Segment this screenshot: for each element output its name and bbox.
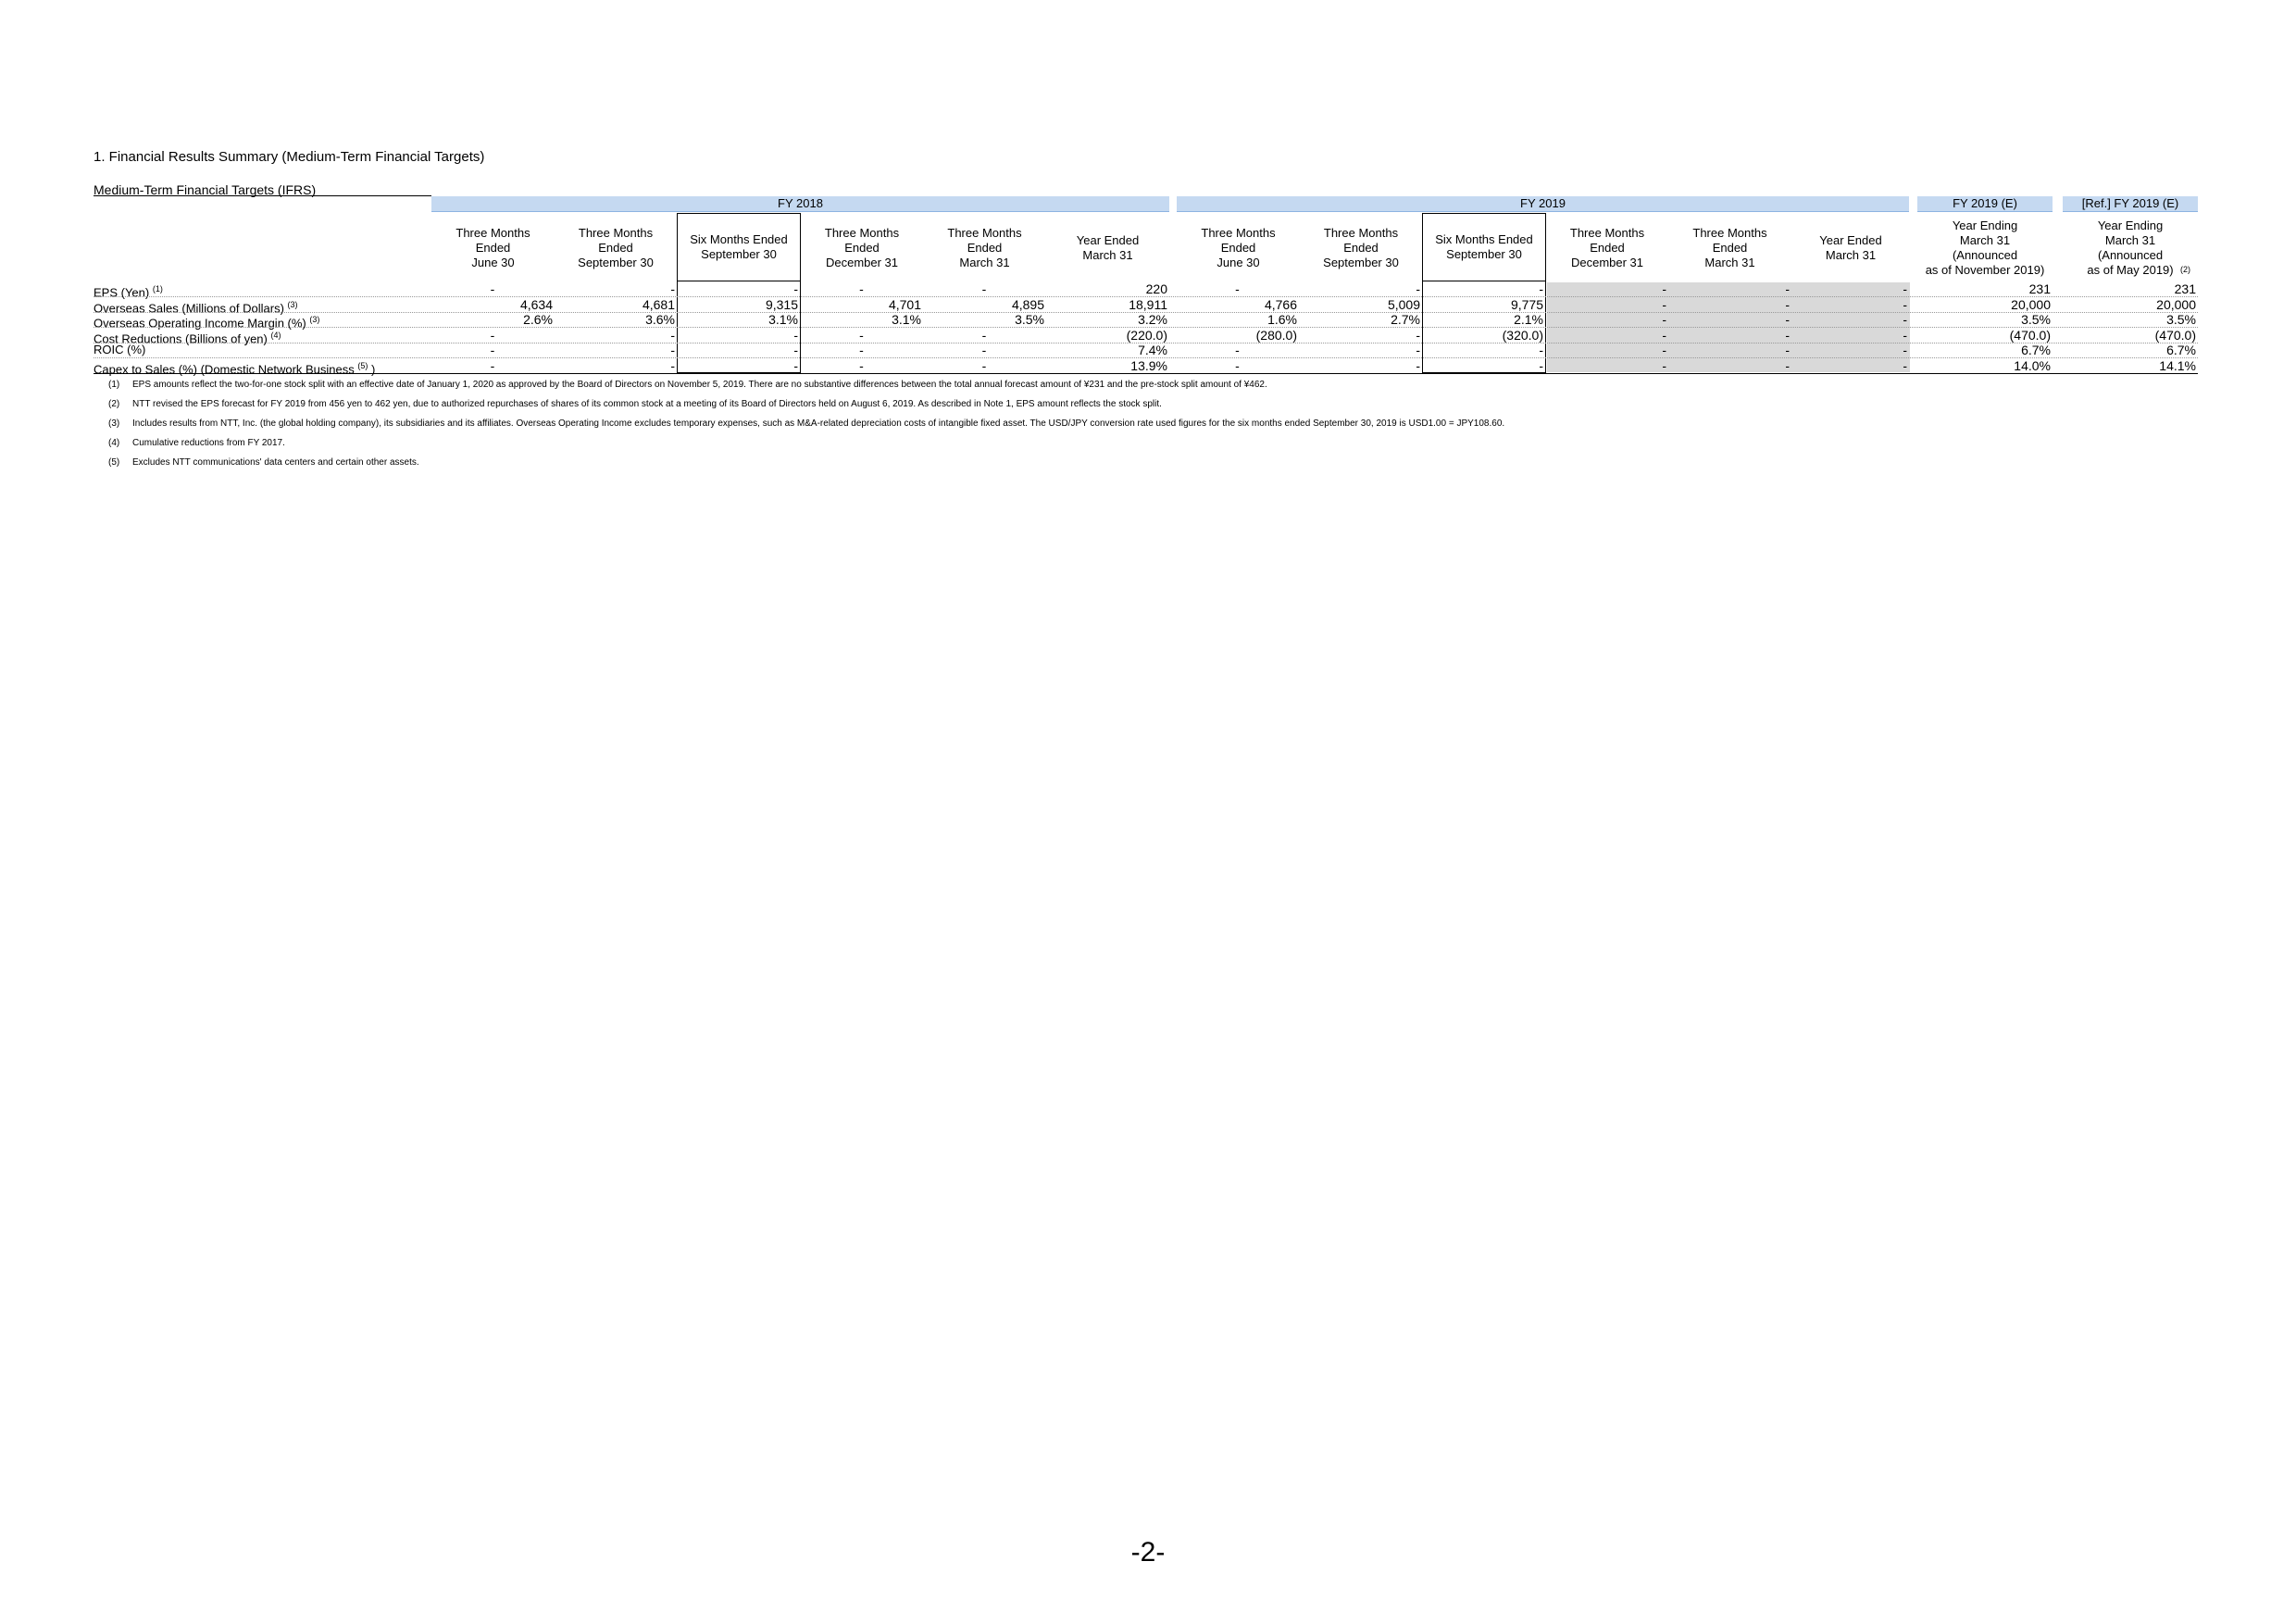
row-label-note-ref: (3) [287,299,298,309]
page-title: 1. Financial Results Summary (Medium-Term Financial Targets) [94,149,485,165]
table-cell: - [1235,343,1240,357]
column-header: Year Ended March 31 [1819,232,1882,262]
table-cell: - [1416,357,1420,373]
table-cell: 3.5% [2166,312,2196,327]
row-label-text: Cost Reductions (Billions of yen) [94,331,268,345]
table-cell: 6.7% [2166,343,2196,357]
column-header [2063,213,2198,282]
table-cell: 7.4% [1138,343,1167,357]
column-header-note-ref: (2) [2180,265,2190,274]
table-cell: - [793,357,798,373]
table-cell: (470.0) [2009,327,2051,343]
table-cell: - [1785,312,1790,327]
table-cell: - [490,327,495,343]
table-cell: - [1785,327,1790,343]
footnote [108,399,1162,410]
column-header: Three Months Ended March 31 [1692,225,1767,269]
table-cell: (280.0) [1255,327,1297,343]
column-header: Three Months Ended December 31 [824,225,900,269]
table-cell: - [1539,281,1543,296]
table-cell: - [981,357,987,373]
column-header: Year Ending March 31 (Announced as of November 2019) [1925,218,2045,277]
footnote-number: (3) [108,418,120,429]
table-cell: 3.1% [892,312,921,327]
table-cell: - [981,281,987,296]
row-label-note-ref: (3) [309,315,320,324]
table-cell: - [1416,327,1420,343]
table-cell: - [490,281,495,296]
footnote [108,438,285,449]
table-cell: - [859,281,864,296]
footnote [108,380,1267,391]
column-header: Three Months Ended September 30 [1323,225,1399,269]
table-cell: - [1662,327,1666,343]
column-header: Three Months Ended June 30 [455,225,530,269]
row-label-note-ref: (1) [152,284,163,294]
table-cell: - [859,343,864,357]
table-cell: - [1903,312,1907,327]
table-cell: (320.0) [1502,327,1543,343]
group-header-fy2019-estimate: FY 2019 (E) [1917,196,2053,212]
row-label-text: ROIC (%) [94,343,146,356]
row-label [94,343,145,357]
footnote-text: Cumulative reductions from FY 2017. [132,438,285,448]
table-cell: 2.6% [523,312,553,327]
column-header: Three Months Ended March 31 [947,225,1022,269]
table-cell: 231 [2174,281,2196,296]
table-cell: - [1903,296,1907,312]
table-cell: 4,766 [1264,296,1297,312]
column-header: Six Months Ended September 30 [677,213,801,281]
row-label-note-ref: (4) [270,330,281,340]
group-header-ref-fy2019-estimate: [Ref.] FY 2019 (E) [2063,196,2198,212]
row-label-text: Overseas Sales (Millions of Dollars) [94,300,284,315]
table-cell: - [1903,343,1907,357]
title-underline [94,195,431,196]
table-cell: 2.1% [1514,312,1543,327]
table-cell: - [859,327,864,343]
table-cell: - [1903,281,1907,296]
table-cell: - [1903,357,1907,373]
table-cell: - [1235,357,1240,373]
table-cell: 13.9% [1130,357,1167,373]
table-cell: - [981,327,987,343]
column-header: Three Months Ended June 30 [1201,225,1276,269]
row-label-suffix: ) [368,361,376,376]
table-cell: 3.5% [2021,312,2051,327]
row-label-note-ref: (5) [357,360,368,370]
footnote-text: NTT revised the EPS forecast for FY 2019 from 456 yen to 462 yen, due to authorized repurchases of shares of its common stock at a meeting of its Board of Directors held on August 6, 2019. As described in Note 1, EPS amount reflects the stock split. [132,399,1162,409]
table-cell: 5,009 [1387,296,1420,312]
table-cell: 231 [2028,281,2051,296]
footnote-text: Includes results from NTT, Inc. (the global holding company), its subsidiaries and its affiliates. Overseas Operating Income excludes temporary expenses, such as M&A-related depreciation costs of intangible fixed asset. The USD/JPY conversion rate used figures for the six months ended September 30, 2019 is USD1.00 = JPY108.60. [132,418,1505,429]
footnote-number: (2) [108,399,120,409]
table-cell: - [670,281,675,296]
table-cell: - [859,357,864,373]
table-title: Medium-Term Financial Targets (IFRS) [94,182,317,197]
table-cell: 20,000 [2156,296,2196,312]
group-header-fy2019: FY 2019 [1177,196,1909,212]
table-cell: 6.7% [2021,343,2051,357]
column-header: Three Months Ended September 30 [578,225,654,269]
footnote [108,457,419,468]
table-cell: 14.0% [2014,357,2051,373]
table-cell: - [793,327,798,343]
footnote [108,418,1504,430]
table-cell: - [1539,343,1543,357]
table-cell: - [1539,357,1543,373]
table-cell: 4,634 [519,296,553,312]
table-cell: 220 [1145,281,1167,296]
table-cell: - [490,343,495,357]
row-divider [94,373,2198,374]
footnote-text: EPS amounts reflect the two-for-one stock split with an effective date of January 1, 2020 as approved by the Board of Directors on November 5, 2019. There are no substantive differences between the total annual forecast amount of ¥231 and the pre-stock split amount of ¥462. [132,380,1267,390]
table-cell: 14.1% [2159,357,2196,373]
page-number: -2- [1130,1537,1166,1568]
table-cell: - [1662,296,1666,312]
column-header: Year Ended March 31 [1076,232,1140,262]
table-cell: 3.1% [768,312,798,327]
table-cell: 20,000 [2011,296,2051,312]
row-label [94,358,375,377]
table-cell: - [1785,281,1790,296]
table-cell: - [1903,327,1907,343]
table-cell: - [1662,357,1666,373]
table-cell: 2.7% [1391,312,1420,327]
table-cell: 9,775 [1510,296,1543,312]
footnote-number: (1) [108,380,120,390]
column-header: Three Months Ended December 31 [1569,225,1645,269]
table-cell: - [1416,281,1420,296]
row-label-text: Capex to Sales (%) (Domestic Network Business [94,361,355,376]
table-cell: (470.0) [2154,327,2196,343]
table-cell: - [1662,281,1666,296]
footnote-number: (4) [108,438,120,448]
column-header-label: Year Ending March 31 (Announced as of May 2019) [2087,218,2174,277]
row-label-text: EPS (Yen) [94,285,150,300]
column-header: Six Months Ended September 30 [1422,213,1546,281]
table-cell: 3.5% [1015,312,1044,327]
group-header-fy2018: FY 2018 [431,196,1169,212]
table-cell: - [981,343,987,357]
table-cell: 4,701 [888,296,921,312]
table-cell: - [670,357,675,373]
table-cell: 18,911 [1129,296,1167,312]
table-cell: 3.2% [1138,312,1167,327]
table-cell: - [793,343,798,357]
table-cell: - [1416,343,1420,357]
table-cell: - [793,281,798,296]
table-cell: - [1785,357,1790,373]
table-cell: 4,681 [642,296,675,312]
table-cell: 1.6% [1267,312,1297,327]
table-cell: - [1785,296,1790,312]
table-cell: - [1235,281,1240,296]
table-cell: (220.0) [1126,327,1167,343]
table-cell: 9,315 [765,296,798,312]
table-cell: 4,895 [1011,296,1044,312]
table-cell: 3.6% [645,312,675,327]
table-cell: - [670,327,675,343]
table-cell: - [490,357,495,373]
footnote-text: Excludes NTT communications' data centers and certain other assets. [132,457,419,468]
row-label-text: Overseas Operating Income Margin (%) [94,316,306,331]
table-cell: - [1662,312,1666,327]
table-cell: - [1662,343,1666,357]
footnote-number: (5) [108,457,120,468]
table-cell: - [670,343,675,357]
table-cell: - [1785,343,1790,357]
